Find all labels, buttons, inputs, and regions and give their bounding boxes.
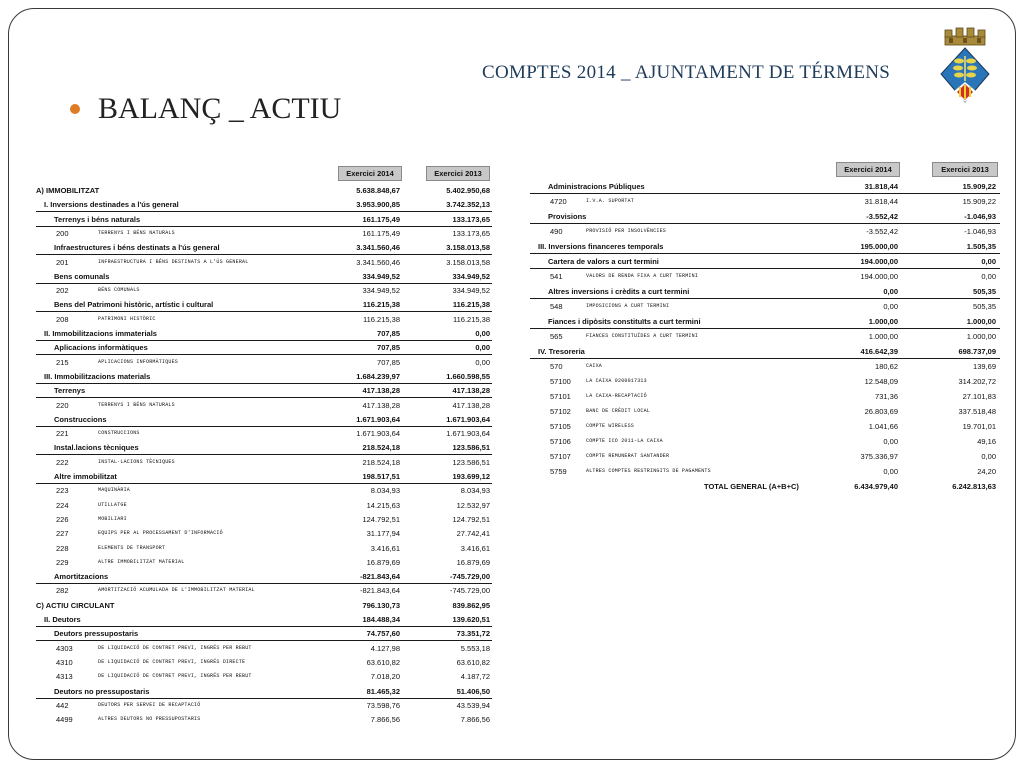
group-label: Bens comunals xyxy=(54,271,110,281)
value-2014: 334.949,52 xyxy=(362,286,400,296)
page-header-title: COMPTES 2014 _ AJUNTAMENT DE TÉRMENS xyxy=(482,62,891,83)
value-2013: 1.660.598,55 xyxy=(446,371,490,381)
value-2014: 1.684.239,97 xyxy=(356,371,400,381)
value-2014: 194.000,00 xyxy=(860,257,898,266)
account-row xyxy=(36,642,492,655)
value-2014: 81.465,32 xyxy=(366,686,400,696)
account-code: 57100 xyxy=(550,377,571,386)
value-2013: 1.671.903,64 xyxy=(446,429,490,439)
value-2013: -745.729,00 xyxy=(449,586,490,596)
group-row xyxy=(36,270,492,284)
value-2014: 0,00 xyxy=(883,437,898,446)
account-code: 548 xyxy=(550,302,563,311)
account-code: 226 xyxy=(56,514,69,524)
value-2013: 123.586,51 xyxy=(452,457,490,467)
value-2013: 193.699,12 xyxy=(452,472,490,481)
value-2014: 796.130,73 xyxy=(362,600,400,610)
account-description: BANC DE CRÈDIT LOCAL xyxy=(586,408,651,414)
account-code: 5759 xyxy=(550,467,567,476)
group-row xyxy=(36,441,492,455)
value-2013: 139,69 xyxy=(973,362,996,371)
account-description: UTILLATGE xyxy=(98,501,127,508)
group-row xyxy=(36,341,492,355)
account-row xyxy=(530,375,1000,388)
account-description: DE LIQUIDACIÓ DE CONTRET PREVI, INGRÉS PER REBUT xyxy=(98,644,252,651)
value-2014: 116.215,38 xyxy=(363,314,400,324)
value-2013: -1.046,93 xyxy=(964,227,996,236)
value-2014: 63.610,82 xyxy=(366,657,400,667)
account-description: MAQUINÀRIA xyxy=(98,487,131,494)
value-2013: 1.671.903,64 xyxy=(446,414,490,424)
account-row xyxy=(530,225,1000,238)
account-row xyxy=(36,227,492,240)
group-label: Cartera de valors a curt termini xyxy=(548,257,659,266)
account-row xyxy=(36,484,492,497)
value-2013: 133.173,65 xyxy=(452,228,490,238)
group-label: Infraestructures i béns destinats a l'ús general xyxy=(54,243,220,253)
group-row xyxy=(530,180,1000,194)
value-2013: 123.586,51 xyxy=(452,443,490,453)
account-description: TERRENYS I BÉNS NATURALS xyxy=(98,229,175,236)
account-row xyxy=(36,456,492,469)
group-label: C) ACTIU CIRCULANT xyxy=(36,600,115,610)
value-2013: 3.742.352,13 xyxy=(446,200,490,210)
value-2013: 15.909,22 xyxy=(962,182,996,191)
value-2014: -3.552,42 xyxy=(866,227,898,236)
group-row xyxy=(36,241,492,255)
value-2013: 24,20 xyxy=(977,467,996,476)
account-row xyxy=(36,656,492,669)
value-2013: 0,00 xyxy=(981,272,996,281)
account-code: 227 xyxy=(56,529,69,539)
value-2013: 3.158.013,58 xyxy=(446,257,490,267)
account-description: EQUIPS PER AL PROCESSAMENT D'INFORMACIÓ xyxy=(98,530,223,537)
group-row xyxy=(36,298,492,312)
account-description: DE LIQUIDACIÓ DE CONTRET PREVI, INGRÉS DIRECTE xyxy=(98,658,246,665)
value-2013: 116.215,38 xyxy=(452,300,490,310)
account-description: FIANCES CONSTITUÏDES A CURT TERMINI xyxy=(586,333,699,339)
account-code: 541 xyxy=(550,272,563,281)
column-header-2014: Exercici 2014 xyxy=(836,162,900,177)
account-description: BÉNS COMUNALS xyxy=(98,287,140,294)
value-2014: 5.638.848,67 xyxy=(356,186,400,195)
value-2013: 0,00 xyxy=(981,452,996,461)
value-2013: 19.701,01 xyxy=(962,422,996,431)
value-2014: 417.138,28 xyxy=(362,400,400,410)
value-2013: 0,00 xyxy=(475,343,490,353)
value-2013: -745.729,00 xyxy=(449,572,490,582)
value-2014: 3.341.560,46 xyxy=(356,257,400,267)
account-row xyxy=(36,542,492,555)
group-row xyxy=(36,327,492,341)
account-row xyxy=(36,513,492,526)
group-label: II. Immobilitzacions immaterials xyxy=(44,329,157,338)
value-2014: 1.000,00 xyxy=(868,317,898,326)
value-2014: 218.524,18 xyxy=(362,443,400,453)
account-description: INFRAESTRUCTURA I BÉNS DESTINATS A L'ÚS GENERAL xyxy=(98,258,249,265)
group-row xyxy=(36,384,492,398)
account-row xyxy=(530,420,1000,433)
value-2013: 839.862,95 xyxy=(452,600,490,610)
group-label: III. Inversions financeres temporals xyxy=(538,242,664,251)
account-row xyxy=(36,499,492,512)
value-2013: 417.138,28 xyxy=(452,400,490,410)
group-row xyxy=(530,240,1000,254)
account-description: COMPTE REMUNERAT SANTANDER xyxy=(586,453,670,459)
group-label: III. Immobilitzacions materials xyxy=(44,371,151,381)
group-row xyxy=(530,255,1000,269)
value-2014: 1.671.903,64 xyxy=(356,414,400,424)
value-2013: 1.000,00 xyxy=(966,332,996,341)
account-code: 57105 xyxy=(550,422,571,431)
group-label: I. Inversions destinades a l'ús general xyxy=(44,200,179,210)
value-2014: 198.517,51 xyxy=(362,472,400,481)
value-2014: 416.642,39 xyxy=(860,347,898,356)
account-row xyxy=(36,713,492,726)
value-2013: -1.046,93 xyxy=(964,212,996,221)
value-2013: 5.402.950,68 xyxy=(446,186,490,195)
account-description: VALORS DE RENDA FIXA A CURT TERMINI xyxy=(586,273,699,279)
account-description: I.V.A. SUPORTAT xyxy=(586,198,635,204)
group-label: Construccions xyxy=(54,414,107,424)
value-2014: 7.018,20 xyxy=(370,672,400,682)
value-2014: 14.215,63 xyxy=(366,500,400,510)
account-row xyxy=(530,270,1000,283)
account-code: 57101 xyxy=(550,392,571,401)
value-2013: 334.949,52 xyxy=(452,271,490,281)
account-row xyxy=(530,360,1000,373)
value-2014: -821.843,64 xyxy=(359,586,400,596)
account-description: APLICACIONS INFORMÀTIQUES xyxy=(98,358,179,365)
value-2014: 3.341.560,46 xyxy=(356,243,400,253)
value-2014: 417.138,28 xyxy=(362,386,400,396)
group-label: Altre immobilitzat xyxy=(54,472,117,481)
account-description: ALTRES COMPTES RESTRINGITS DE PAGAMENTS xyxy=(586,468,711,474)
value-2014: 31.177,94 xyxy=(366,529,400,539)
value-2014: 74.757,60 xyxy=(366,629,400,639)
value-2013: 63.610,82 xyxy=(456,657,490,667)
value-2014: 3.953.900,85 xyxy=(356,200,400,210)
account-row xyxy=(36,399,492,412)
value-2014: 161.175,49 xyxy=(362,214,400,224)
account-row xyxy=(530,465,1000,478)
account-code: 570 xyxy=(550,362,563,371)
group-label: Deutors no pressupostaris xyxy=(54,686,150,696)
group-label: II. Deutors xyxy=(44,615,81,624)
account-description: DEUTORS PER SERVEI DE RECAPTACIÓ xyxy=(98,701,201,708)
value-2013: 16.879,69 xyxy=(456,557,490,567)
group-label: Provisions xyxy=(548,212,587,221)
value-2014: 334.949,52 xyxy=(362,271,400,281)
group-row xyxy=(36,370,492,384)
account-description: INSTAL·LACIONS TÈCNIQUES xyxy=(98,458,175,465)
account-code: 223 xyxy=(56,486,69,496)
account-row xyxy=(530,405,1000,418)
group-row xyxy=(530,210,1000,224)
value-2013: 505,35 xyxy=(973,287,996,296)
group-row xyxy=(36,685,492,699)
value-2013: 314.202,72 xyxy=(958,377,996,386)
value-2014: 73.598,76 xyxy=(366,700,400,710)
account-code: 565 xyxy=(550,332,563,341)
value-2014: 4.127,98 xyxy=(370,643,400,653)
value-2014: -3.552,42 xyxy=(866,212,898,221)
account-description: ALTRE IMMOBILITZAT MATERIAL xyxy=(98,558,185,565)
total-value-2014: 6.434.979,40 xyxy=(854,482,898,491)
balance-table-left xyxy=(36,166,492,726)
value-2013: 7.866,56 xyxy=(460,715,490,725)
value-2014: 731,36 xyxy=(875,392,898,401)
account-description: MOBILIARI xyxy=(98,515,127,522)
value-2013: 417.138,28 xyxy=(452,386,490,396)
account-description: LA CAIXA-RECAPTACIÓ xyxy=(586,393,647,399)
group-label: Bens del Patrimoni històric, artístic i cultural xyxy=(54,300,214,310)
account-code: 57106 xyxy=(550,437,571,446)
group-label: Terrenys xyxy=(54,386,86,396)
account-code: 4310 xyxy=(56,657,73,667)
value-2014: 3.416,61 xyxy=(370,543,400,553)
group-label: Terrenys i béns naturals xyxy=(54,214,141,224)
group-row xyxy=(36,213,492,227)
group-row xyxy=(36,627,492,641)
value-2014: 31.818,44 xyxy=(864,197,898,206)
value-2014: 0,00 xyxy=(883,287,898,296)
account-description: IMPOSICIONS A CURT TERMINI xyxy=(586,303,670,309)
value-2014: 184.488,34 xyxy=(362,615,400,624)
account-code: 208 xyxy=(56,314,69,324)
account-code: 490 xyxy=(550,227,563,236)
account-row xyxy=(36,284,492,297)
column-header-2014: Exercici 2014 xyxy=(338,166,402,181)
account-row xyxy=(530,435,1000,448)
group-row xyxy=(530,345,1000,359)
group-label: Fiances i dipòsits constituïts a curt termini xyxy=(548,317,701,326)
value-2014: 194.000,00 xyxy=(860,272,898,281)
value-2014: 707,85 xyxy=(377,357,400,367)
account-code: 282 xyxy=(56,586,69,596)
group-label: Aplicacions informàtiques xyxy=(54,343,148,353)
value-2013: 27.742,41 xyxy=(456,529,490,539)
account-description: COMPTE WIRELESS xyxy=(586,423,635,429)
value-2014: 375.336,97 xyxy=(860,452,898,461)
group-label: Administracions Públiques xyxy=(548,182,645,191)
value-2013: 15.909,22 xyxy=(962,197,996,206)
value-2013: 12.532,97 xyxy=(456,500,490,510)
account-row xyxy=(36,584,492,597)
account-code: 220 xyxy=(56,400,69,410)
value-2013: 27.101,83 xyxy=(962,392,996,401)
value-2013: 43.539,94 xyxy=(456,700,490,710)
group-row xyxy=(36,413,492,427)
value-2014: 180,62 xyxy=(875,362,898,371)
value-2013: 698.737,09 xyxy=(958,347,996,356)
total-row xyxy=(530,480,1000,493)
account-description: ALTRES DEUTORS NO PRESSUPOSTARIS xyxy=(98,716,201,723)
group-label: Amortitzacions xyxy=(54,572,109,582)
account-row xyxy=(530,300,1000,313)
value-2014: 0,00 xyxy=(883,467,898,476)
municipal-coat-of-arms-icon xyxy=(940,26,990,106)
value-2014: -821.843,64 xyxy=(359,572,400,582)
account-code: 201 xyxy=(56,257,69,267)
value-2013: 133.173,65 xyxy=(452,214,490,224)
account-row xyxy=(36,313,492,326)
account-description: PROVISIÓ PER INSOLVÈNCIES xyxy=(586,228,667,234)
value-2014: 1.000,00 xyxy=(868,332,898,341)
account-row xyxy=(36,556,492,569)
account-description: AMORTITZACIÓ ACUMULADA DE L'IMMOBILITZAT MATERIAL xyxy=(98,587,255,594)
account-code: 221 xyxy=(56,429,69,439)
group-label: A) IMMOBILITZAT xyxy=(36,186,100,195)
value-2013: 139.620,51 xyxy=(452,615,490,624)
value-2014: 161.175,49 xyxy=(362,228,400,238)
group-label: Deutors pressupostaris xyxy=(54,629,139,639)
group-row xyxy=(36,599,492,612)
account-row xyxy=(530,390,1000,403)
value-2014: 218.524,18 xyxy=(362,457,400,467)
value-2014: 16.879,69 xyxy=(366,557,400,567)
group-label: Instal.lacions tècniques xyxy=(54,443,139,453)
account-description: DE LIQUIDACIÓ DE CONTRET PREVI, INGRÉS PER REBUT xyxy=(98,673,252,680)
account-row xyxy=(530,330,1000,343)
account-code: 4313 xyxy=(56,672,73,682)
group-row xyxy=(36,198,492,212)
account-code: 202 xyxy=(56,286,69,296)
value-2014: 124.792,51 xyxy=(362,514,400,524)
balance-table-right xyxy=(530,162,1000,492)
value-2014: 1.041,66 xyxy=(868,422,898,431)
group-row xyxy=(530,315,1000,329)
column-header-2013: Exercici 2013 xyxy=(426,166,490,181)
account-description: COMPTE ICO 2011-LA CAIXA xyxy=(586,438,663,444)
value-2014: 195.000,00 xyxy=(860,242,898,251)
group-row xyxy=(36,470,492,484)
total-label: TOTAL GENERAL (A+B+C) xyxy=(704,482,799,491)
value-2013: 334.949,52 xyxy=(452,286,490,296)
value-2014: 1.671.903,64 xyxy=(356,429,400,439)
account-code: 4720 xyxy=(550,197,567,206)
account-code: 442 xyxy=(56,700,69,710)
group-label: Altres inversions i crèdits a curt termini xyxy=(548,287,690,296)
bullet-icon xyxy=(70,104,80,114)
section-title: BALANÇ _ ACTIU xyxy=(98,92,342,125)
account-code: 229 xyxy=(56,557,69,567)
value-2013: 49,16 xyxy=(977,437,996,446)
account-code: 215 xyxy=(56,357,69,367)
account-row xyxy=(36,527,492,540)
value-2014: 26.803,69 xyxy=(864,407,898,416)
value-2013: 3.158.013,58 xyxy=(446,243,490,253)
account-row xyxy=(530,195,1000,208)
account-row xyxy=(36,256,492,269)
account-description: PATRIMONI HISTÒRIC xyxy=(98,315,156,322)
account-row xyxy=(36,356,492,369)
total-value-2013: 6.242.813,63 xyxy=(952,482,996,491)
value-2014: 8.034,93 xyxy=(370,486,400,496)
account-description: TERRENYS I BÉNS NATURALS xyxy=(98,401,175,408)
value-2014: 7.866,56 xyxy=(370,715,400,725)
account-code: 222 xyxy=(56,457,69,467)
account-code: 57102 xyxy=(550,407,571,416)
account-row xyxy=(530,450,1000,463)
value-2013: 0,00 xyxy=(981,257,996,266)
group-row xyxy=(530,285,1000,299)
account-row xyxy=(36,427,492,440)
group-row xyxy=(36,570,492,584)
value-2013: 1.505,35 xyxy=(966,242,996,251)
account-code: 200 xyxy=(56,228,69,238)
group-label: IV. Tresoreria xyxy=(538,347,585,356)
value-2014: 707,85 xyxy=(377,329,400,338)
account-row xyxy=(36,699,492,712)
value-2013: 124.792,51 xyxy=(452,514,490,524)
value-2013: 505,35 xyxy=(973,302,996,311)
group-row xyxy=(36,184,492,197)
account-code: 228 xyxy=(56,543,69,553)
account-description: ELEMENTS DE TRANSPORT xyxy=(98,544,166,551)
group-row xyxy=(36,613,492,627)
value-2013: 337.518,48 xyxy=(958,407,996,416)
value-2014: 12.548,09 xyxy=(864,377,898,386)
value-2013: 0,00 xyxy=(475,329,490,338)
account-description: LA CAIXA 0200017313 xyxy=(586,378,647,384)
value-2013: 8.034,93 xyxy=(460,486,490,496)
value-2014: 31.818,44 xyxy=(864,182,898,191)
value-2014: 707,85 xyxy=(377,343,400,353)
value-2013: 0,00 xyxy=(475,357,490,367)
value-2013: 73.351,72 xyxy=(456,629,490,639)
account-row xyxy=(36,670,492,683)
account-code: 57107 xyxy=(550,452,571,461)
value-2013: 3.416,61 xyxy=(460,543,490,553)
account-description: CONSTRUCCIONS xyxy=(98,430,140,437)
value-2014: 0,00 xyxy=(883,302,898,311)
value-2013: 1.000,00 xyxy=(966,317,996,326)
account-code: 224 xyxy=(56,500,69,510)
account-description: CAIXA xyxy=(586,363,603,369)
value-2014: 116.215,38 xyxy=(362,300,400,310)
value-2013: 116.215,38 xyxy=(453,314,490,324)
value-2013: 5.553,18 xyxy=(460,643,490,653)
value-2013: 4.187,72 xyxy=(460,672,490,682)
account-code: 4303 xyxy=(56,643,73,653)
account-code: 4499 xyxy=(56,715,73,725)
column-header-2013: Exercici 2013 xyxy=(932,162,998,177)
value-2013: 51.406,50 xyxy=(456,686,490,696)
